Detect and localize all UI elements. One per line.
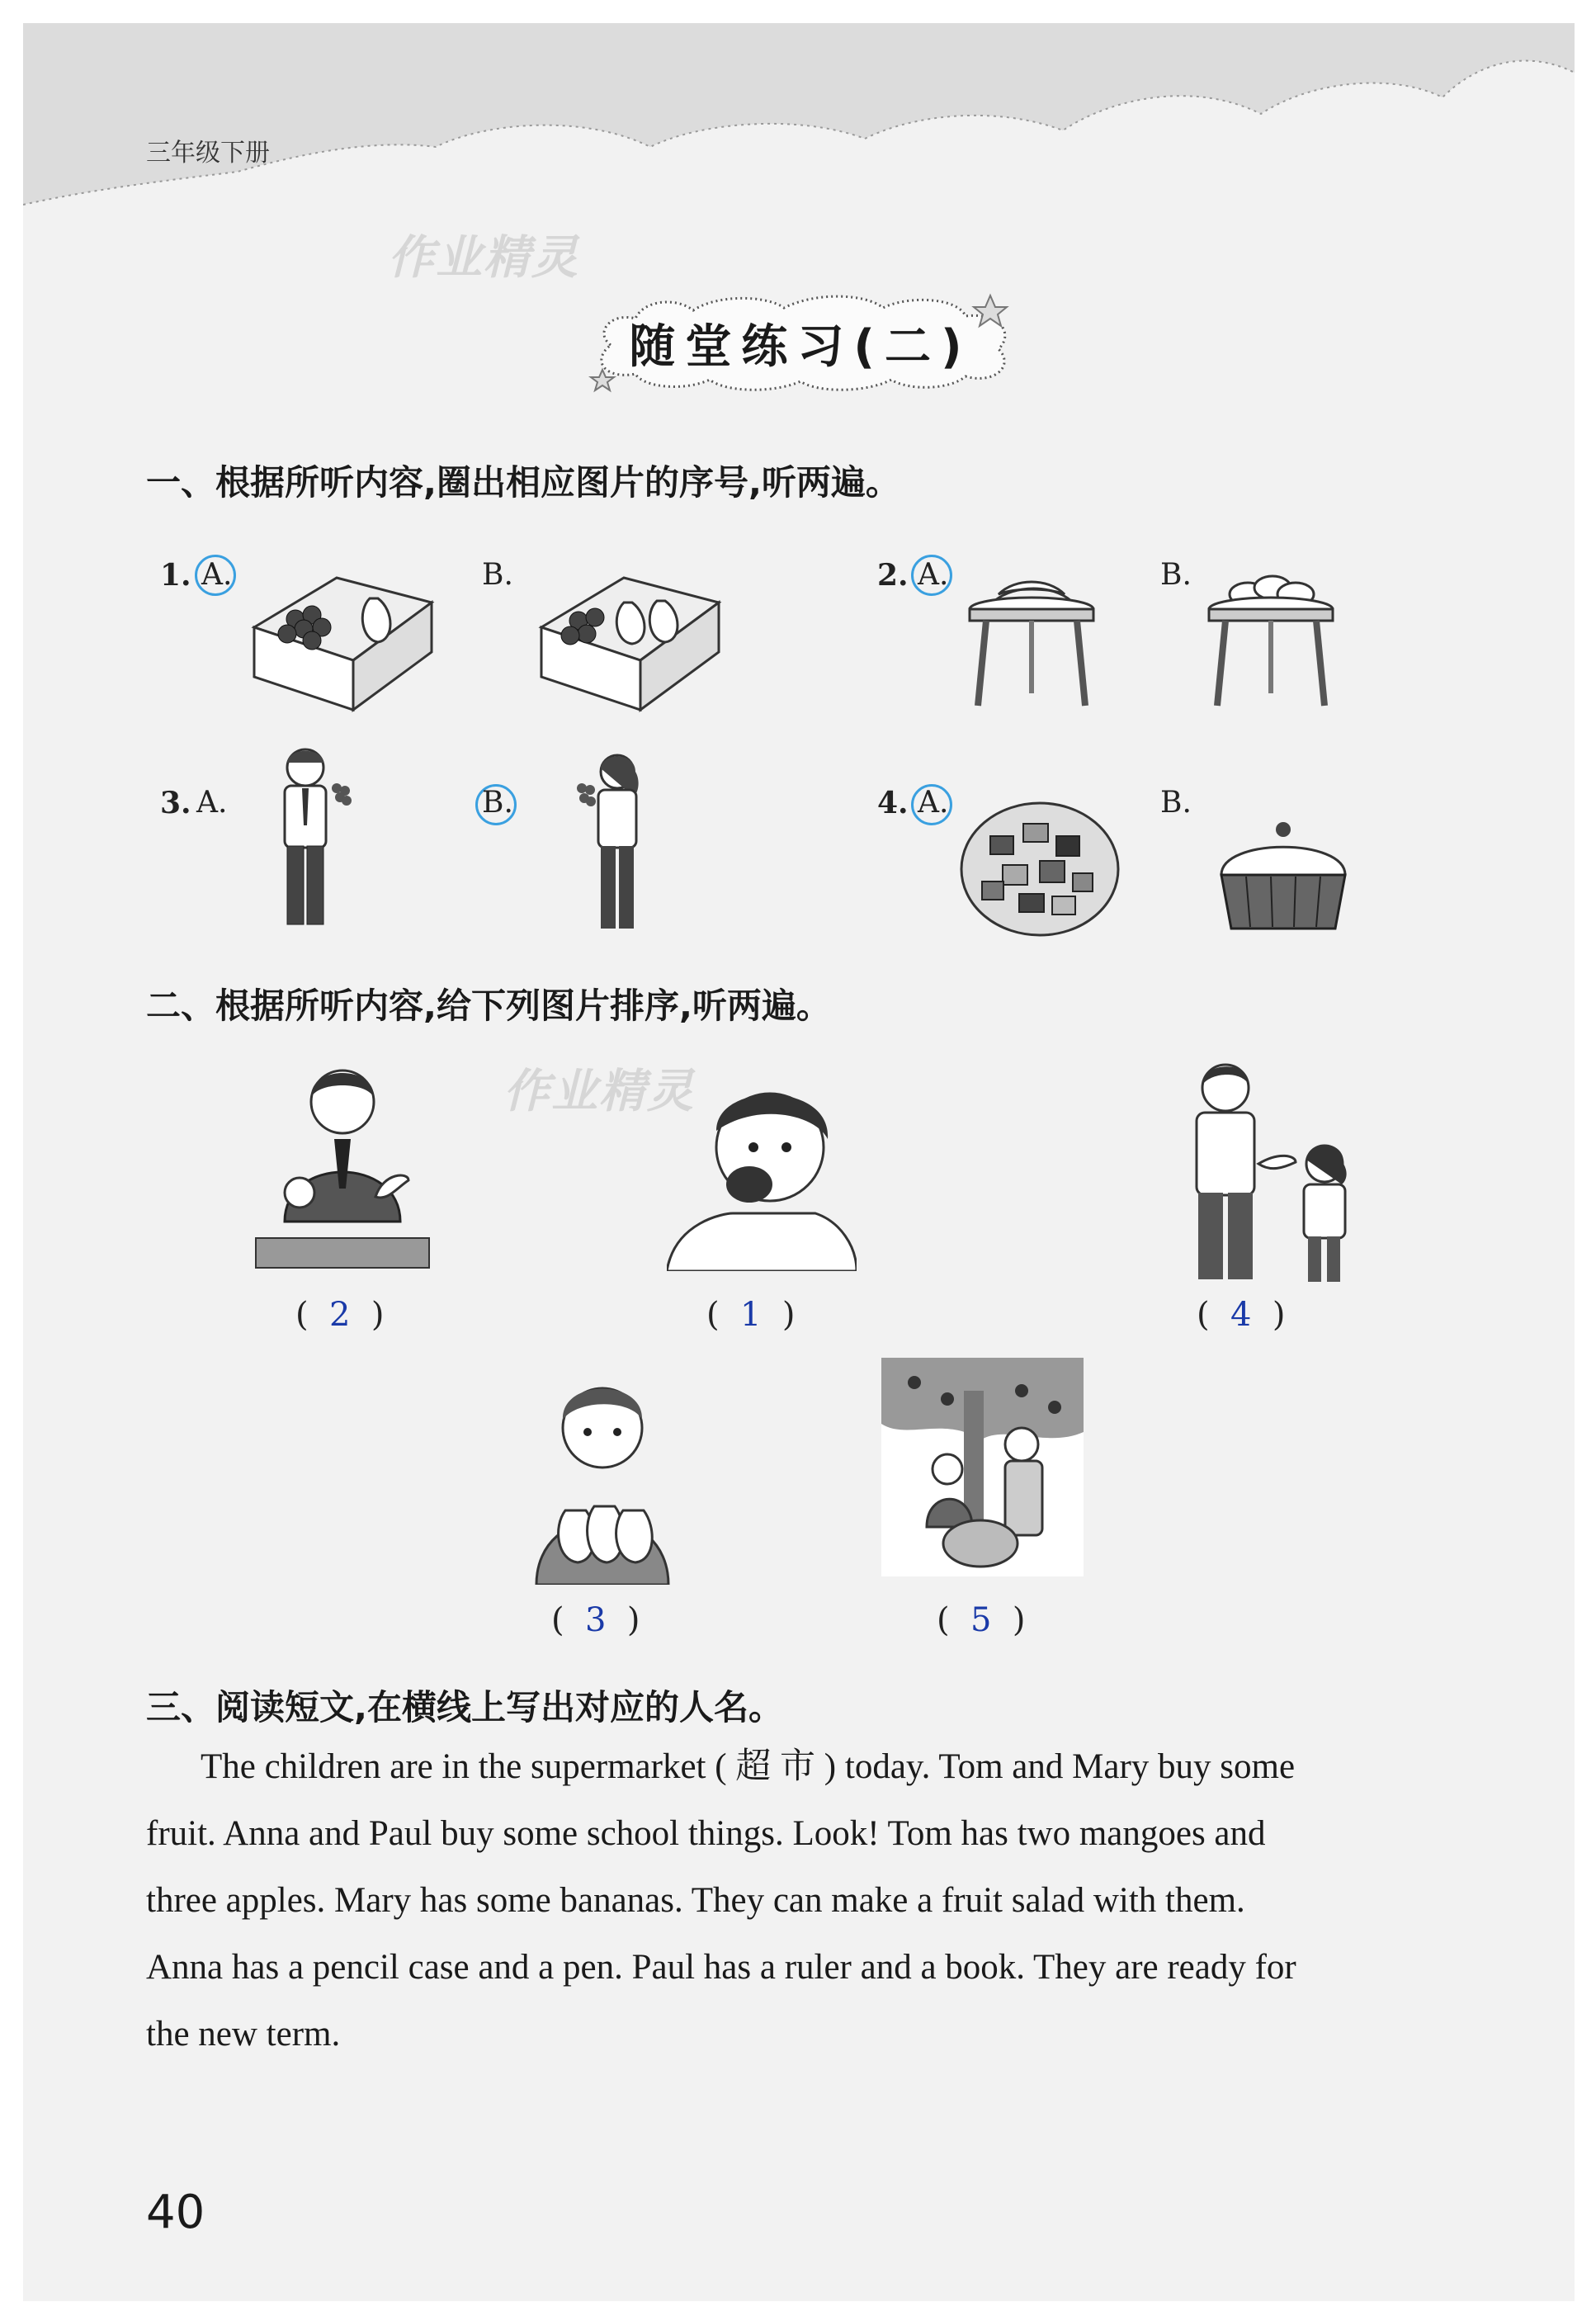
q4-number: 4. (877, 786, 909, 820)
section1-heading: 一、根据所听内容,圈出相应图片的序号,听两遍。 (146, 462, 900, 503)
q1-option-b: B. (482, 558, 513, 592)
passage-line: The children are in the supermarket ( 超 市 ) today. Tom and Mary buy some (201, 1747, 1296, 1786)
table-with-mangoes-icon (1205, 570, 1337, 710)
boy-eating-icon (667, 1065, 857, 1271)
order-answer-2: ( 1 ) (706, 1296, 796, 1334)
watermark: 作业精灵 (503, 1065, 695, 1118)
q3-number: 3. (160, 786, 191, 820)
answer-number: 1 (740, 1296, 762, 1334)
q2-option-b: B. (1160, 558, 1192, 592)
cupcake-icon (1213, 817, 1353, 937)
table-with-bananas-icon (966, 570, 1098, 710)
box-of-grapes-and-pear-icon (246, 570, 436, 714)
q4-option-b: B. (1160, 786, 1192, 820)
answer-number: 2 (329, 1296, 351, 1334)
q1-option-a: A. (201, 558, 233, 592)
man-giving-girl-banana-icon (1164, 1056, 1370, 1283)
cloud-header-decoration (23, 23, 1575, 213)
fruit-salad-bowl-icon (957, 799, 1122, 939)
q2-option-a: A. (918, 558, 949, 592)
teacher-with-fruit-icon (252, 1056, 433, 1271)
passage-line: fruit. Anna and Paul buy some school things. Look! Tom has two mangoes and (146, 1814, 1266, 1853)
order-answer-3: ( 4 ) (1197, 1296, 1286, 1334)
boy-holding-pears-icon (528, 1374, 677, 1585)
box-of-grapes-and-pears-icon (533, 570, 723, 714)
q3-option-a: A. (196, 786, 228, 820)
answer-number: 4 (1230, 1296, 1252, 1334)
passage-line: Anna has a pencil case and a pen. Paul has a ruler and a book. They are ready for (146, 1948, 1296, 1987)
grade-label: 三年级下册 (146, 139, 270, 168)
q4-option-a: A. (918, 786, 949, 820)
title-banner (578, 287, 1023, 395)
page-title: 随堂练习(二) (629, 320, 972, 374)
section2-heading: 二、根据所听内容,给下列图片排序,听两遍。 (146, 985, 831, 1026)
picking-apples-icon (881, 1358, 1084, 1576)
q2-number: 2. (877, 558, 909, 593)
order-answer-4: ( 3 ) (551, 1601, 640, 1639)
watermark: 作业精灵 (388, 231, 579, 285)
q3-option-b: B. (482, 786, 513, 820)
reading-passage (146, 1733, 1483, 2068)
answer-number: 3 (585, 1601, 607, 1639)
passage-line: the new term. (146, 2015, 341, 2054)
order-answer-5: ( 5 ) (937, 1601, 1026, 1639)
order-answer-1: ( 2 ) (295, 1296, 385, 1334)
section3-heading: 三、阅读短文,在横线上写出对应的人名。 (146, 1687, 783, 1728)
page-number: 40 (146, 2186, 205, 2239)
answer-number: 5 (970, 1601, 992, 1639)
q1-number: 1. (160, 558, 191, 593)
boy-holding-grapes-icon (264, 743, 363, 937)
passage-line: three apples. Mary has some bananas. They can make a fruit salad with them. (146, 1881, 1245, 1920)
girl-holding-grapes-icon (569, 747, 660, 941)
